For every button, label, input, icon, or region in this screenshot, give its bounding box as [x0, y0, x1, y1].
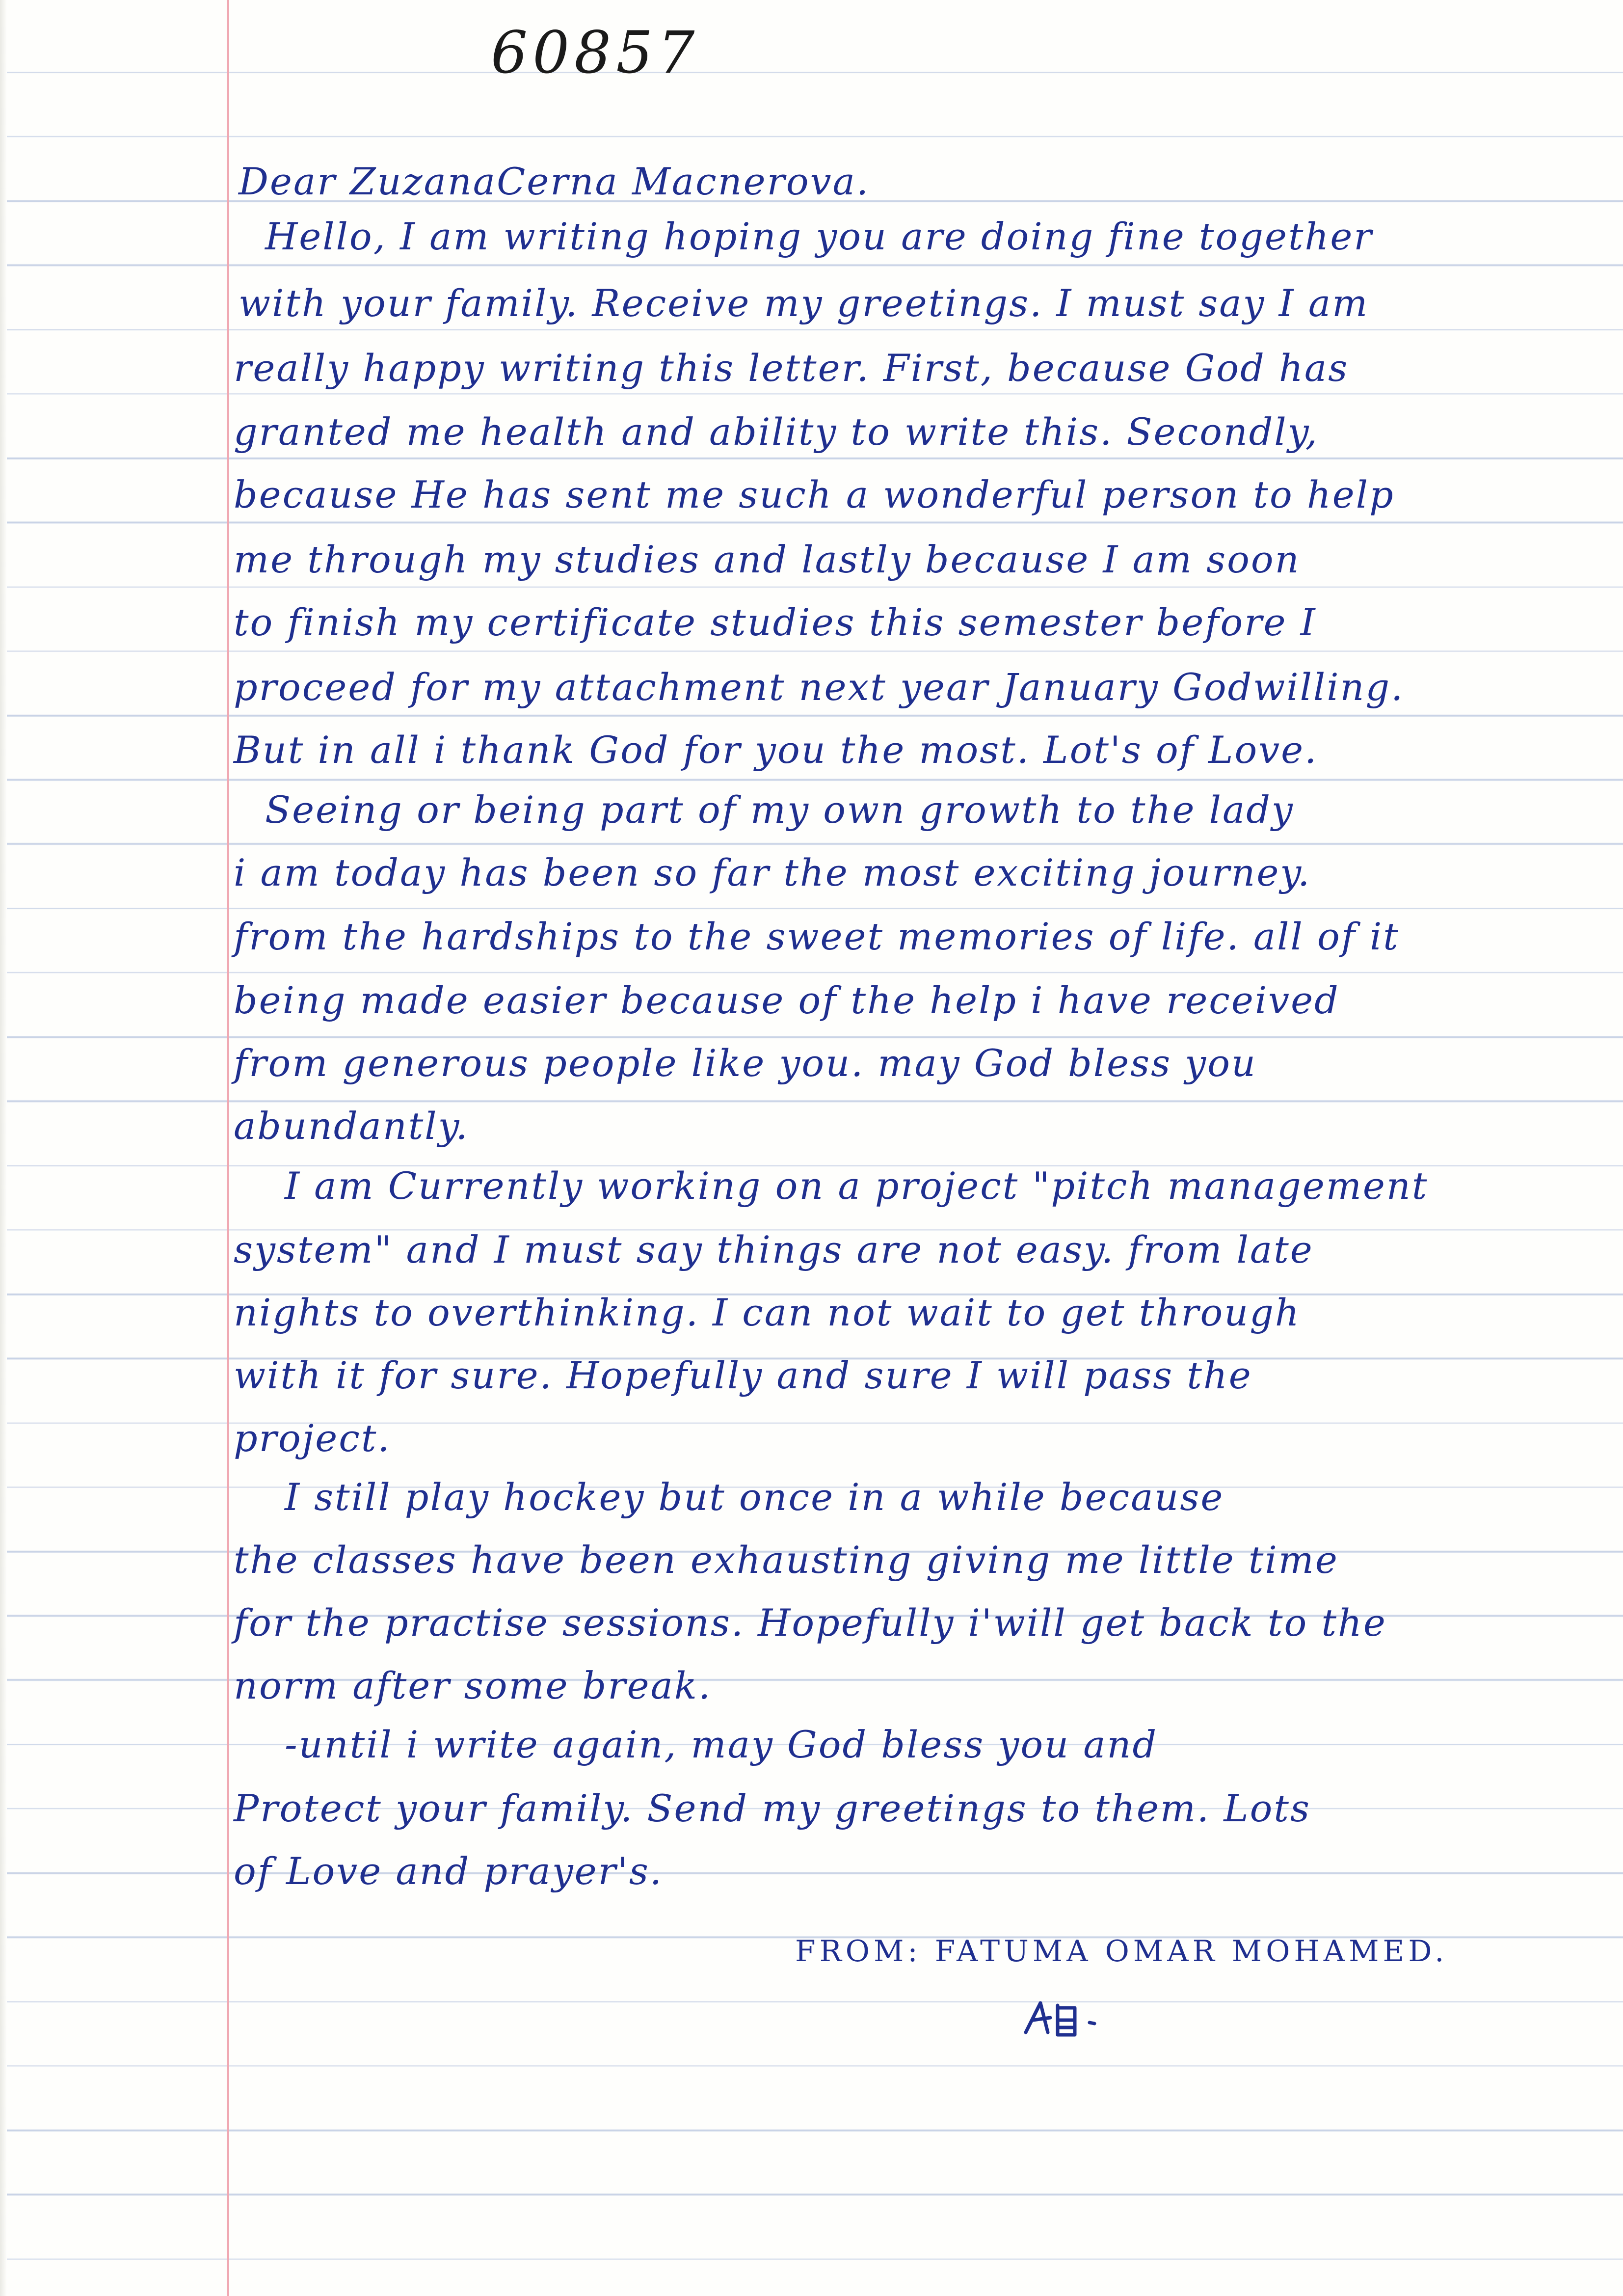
salutation: Dear ZuzanaCerna Macnerova. [239, 160, 870, 203]
letter-line: Hello, I am writing hoping you are doing fine together [265, 215, 1373, 258]
letter-line: nights to overthinking. I can not wait to get through [234, 1291, 1301, 1334]
letter-line: abundantly. [234, 1104, 469, 1148]
letter-line: with it for sure. Hopefully and sure I will pass the [234, 1353, 1252, 1397]
letter-line: of Love and prayer's. [234, 1849, 663, 1893]
letter-line: norm after some break. [234, 1664, 712, 1707]
letter-line: I still play hockey but once in a while because [285, 1475, 1224, 1519]
letter-line: the classes have been exhausting giving me little time [234, 1538, 1339, 1582]
letter-line: because He has sent me such a wonderful person to help [234, 473, 1395, 516]
letter-line: proceed for my attachment next year January Godwilling. [234, 665, 1405, 709]
reference-number: 60857 [491, 19, 700, 86]
letter-line: Protect your family. Send my greetings to them. Lots [234, 1786, 1311, 1830]
letter-line: I am Currently working on a project "pitch management [285, 1164, 1429, 1208]
letter-line: really happy writing this letter. First, because God has [234, 346, 1349, 390]
letter-line: But in all i thank God for you the most. Lot's of Love. [234, 728, 1318, 772]
handwritten-signature [1011, 1993, 1109, 2042]
letter-line: me through my studies and lastly because I am soon [234, 538, 1301, 581]
letter-line: with your family. Receive my greetings. I must say I am [239, 281, 1369, 325]
letter-line: system" and I must say things are not easy. from late [234, 1228, 1314, 1271]
letter-line: Seeing or being part of my own growth to the lady [265, 788, 1294, 832]
letter-line: from generous people like you. may God bless you [234, 1041, 1257, 1085]
letter-line: for the practise sessions. Hopefully i'will get back to the [234, 1601, 1387, 1645]
letter-line: to finish my certificate studies this semester before I [234, 600, 1317, 644]
letter-line: project. [234, 1416, 391, 1460]
sender-line: FROM: FATUMA OMAR MOHAMED. [795, 1934, 1448, 1969]
letter-line: being made easier because of the help i have received [234, 978, 1340, 1022]
margin-line [227, 0, 229, 2296]
letter-line: -until i write again, may God bless you and [285, 1723, 1158, 1766]
letter-line: from the hardships to the sweet memories of life. all of it [234, 915, 1400, 958]
letter-line: granted me health and ability to write this. Secondly, [234, 410, 1319, 454]
paper-edge [0, 0, 7, 2296]
letter-line: i am today has been so far the most exciting journey. [234, 851, 1311, 894]
